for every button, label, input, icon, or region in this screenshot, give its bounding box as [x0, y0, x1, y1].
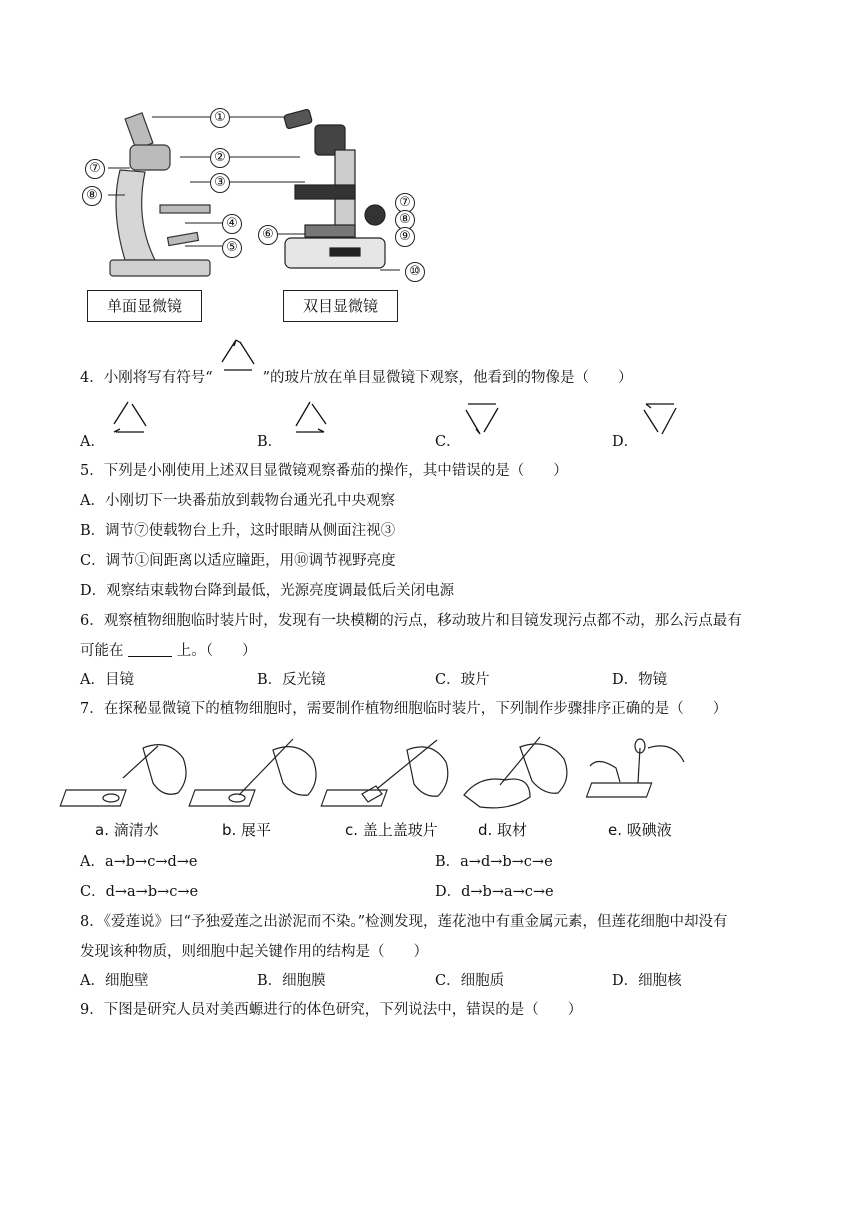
- q8-option-c[interactable]: C．细胞质: [435, 973, 505, 989]
- step-d-illustration: [460, 735, 575, 813]
- single-microscope-leader-lines: [0, 0, 867, 300]
- q4-option-d[interactable]: D．: [612, 434, 639, 450]
- q7-option-b[interactable]: B．a→d→b→c→e: [435, 854, 553, 870]
- double-microscope-illustration: [280, 110, 410, 275]
- label-6-right: ⑥: [258, 225, 278, 245]
- label-2: ②: [210, 148, 230, 168]
- step-c-illustration: [342, 738, 452, 813]
- q9-stem: 9．下图是研究人员对美西螈进行的体色研究，下列说法中，错误的是（ ）: [80, 1002, 583, 1018]
- step-e-caption: e. 吸碘液: [608, 821, 672, 839]
- q8-option-b[interactable]: B．细胞膜: [257, 973, 326, 989]
- q6-stem-line1: 6．观察植物细胞临时装片时，发现有一块模糊的污点，移动玻片和目镜发现污点都不动，那么污点最有: [80, 613, 742, 629]
- q5-option-a[interactable]: A．小刚切下一块番茄放到载物台通光孔中央观察: [80, 493, 395, 509]
- label-10-right: ⑩: [405, 262, 425, 282]
- step-e-illustration: [588, 738, 688, 813]
- q5-option-b[interactable]: B．调节⑦使载物台上升，这时眼睛从侧面注视③: [80, 523, 396, 539]
- q8-option-a[interactable]: A．细胞壁: [80, 973, 149, 989]
- q7-option-a[interactable]: A．a→b→c→d→e: [80, 854, 198, 870]
- q6-option-b[interactable]: B．反光镜: [257, 672, 326, 688]
- label-1: ①: [210, 108, 230, 128]
- q8-option-d[interactable]: D．细胞核: [612, 973, 682, 989]
- step-a-caption: a. 滴清水: [95, 821, 159, 839]
- triangle-arrow-symbol-icon: [216, 338, 260, 374]
- label-8-right: ⑧: [395, 210, 415, 230]
- q7-option-d[interactable]: D．d→b→a→c→e: [435, 884, 554, 900]
- q4-option-b[interactable]: B．: [257, 434, 283, 450]
- label-8-left: ⑧: [82, 186, 102, 206]
- label-5: ⑤: [222, 238, 242, 258]
- q4-option-d-symbol-icon: [638, 400, 682, 436]
- q4-option-c[interactable]: C．: [435, 434, 461, 450]
- q8-stem-line2: 发现该种物质，则细胞中起关键作用的结构是（ ）: [80, 944, 428, 960]
- label-4: ④: [222, 214, 242, 234]
- step-d-caption: d. 取材: [478, 821, 528, 839]
- q5-option-d[interactable]: D．观察结束载物台降到最低，光源亮度调最低后关闭电源: [80, 583, 455, 599]
- step-b-illustration: [213, 735, 323, 813]
- label-3: ③: [210, 173, 230, 193]
- single-microscope-caption: 单面显微镜: [87, 290, 202, 322]
- step-c-caption: c. 盖上盖玻片: [345, 821, 438, 839]
- q4-option-a-symbol-icon: [108, 400, 152, 436]
- q7-option-c[interactable]: C．d→a→b→c→e: [80, 884, 199, 900]
- q5-option-c[interactable]: C．调节①间距离以适应瞳距，用⑩调节视野亮度: [80, 553, 396, 569]
- step-a-illustration: [83, 738, 193, 813]
- q6-answer-blank[interactable]: [128, 642, 172, 657]
- q4-option-c-symbol-icon: [460, 400, 504, 436]
- step-b-caption: b. 展平: [222, 821, 272, 839]
- q4-stem: 4．小刚将写有符号“ ”的玻片放在单目显微镜下观察，他看到的物像是（ ）: [80, 370, 633, 386]
- q4-option-b-symbol-icon: [288, 400, 332, 436]
- q6-stem-line2: 可能在 上。（ ）: [80, 643, 257, 659]
- q6-option-c[interactable]: C．玻片: [435, 672, 490, 688]
- label-7-left: ⑦: [85, 159, 105, 179]
- q8-stem-line1: 8．《爱莲说》曰“予独爱莲之出淤泥而不染。”检测发现，莲花池中有重金属元素，但莲花细胞中却没有: [80, 914, 728, 930]
- q7-stem: 7．在探秘显微镜下的植物细胞时，需要制作植物细胞临时装片，下列制作步骤排序正确的是（ ）: [80, 701, 728, 717]
- double-microscope-caption: 双目显微镜: [283, 290, 398, 322]
- q5-stem: 5．下列是小刚使用上述双目显微镜观察番茄的操作，其中错误的是（ ）: [80, 463, 568, 479]
- q6-option-d[interactable]: D．物镜: [612, 672, 668, 688]
- label-9-right: ⑨: [395, 227, 415, 247]
- q4-option-a[interactable]: A．: [80, 434, 105, 450]
- q6-option-a[interactable]: A．目镜: [80, 672, 134, 688]
- label-7-right: ⑦: [395, 193, 415, 213]
